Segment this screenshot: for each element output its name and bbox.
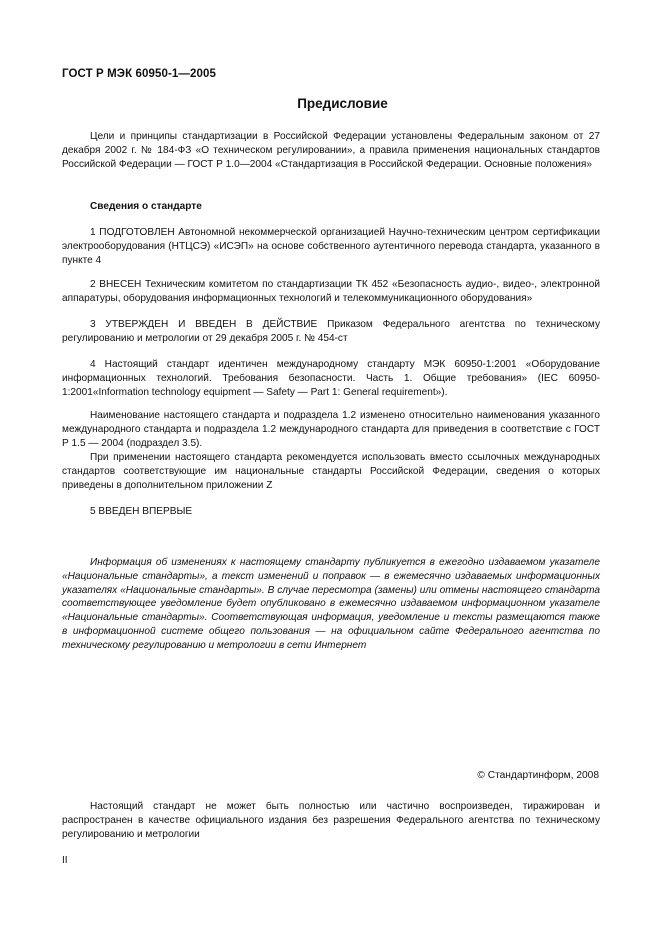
preface-intro: Цели и принципы стандартизации в Российской Федерации установлены Федеральным законом от 27 декабря 2002 г. № 184-ФЗ «О техническом регулировании», а правила применения национальных стандартов Российской Федерации — ГОСТ Р 1.0—2004 «Стандартизация в Российской Федерации. Основные положения» — [62, 131, 600, 171]
section-heading: Сведения о стандарте — [90, 201, 202, 212]
item-1: 1 ПОДГОТОВЛЕН Автономной некоммерческой организацией Научно-техническим центром сертификации электрооборудования (НТЦСЭ) «ИСЭП» на основе собственного аутентичного перевода стандарта, указанного в пункте 4 — [62, 227, 600, 267]
document-header: ГОСТ Р МЭК 60950-1—2005 — [62, 68, 216, 80]
reproduction-notice: Настоящий стандарт не может быть полностью или частично воспроизведен, тиражирован и распространен в качестве официального издания без разрешения Федерального агентства по техническому регулированию и метрологии — [62, 801, 600, 841]
item-4: 4 Настоящий стандарт идентичен международному стандарту МЭК 60950-1:2001 «Оборудование информационных технологий. Требования безопасности. Часть 1. Общие требования» (IEC 60950-1:2001«Information technology equipment — Safety — Part 1: General requirement»). — [62, 359, 600, 399]
item-3: 3 УТВЕРЖДЕН И ВВЕДЕН В ДЕЙСТВИЕ Приказом Федерального агентства по техническому регулированию и метрологии от 29 декабря 2005 г. № 454-ст — [62, 319, 600, 345]
item-4-note-2: При применении настоящего стандарта рекомендуется использовать вместо ссылочных международных стандартов соответствующие им национальные стандарты Российской Федерации, сведения о которых приведены в дополнительном приложении Z — [62, 452, 600, 492]
item-2: 2 ВНЕСЕН Техническим комитетом по стандартизации ТК 452 «Безопасность аудио-, видео-, электронной аппаратуры, оборудования информационных технологий и телекоммуникационного оборудования» — [62, 279, 600, 305]
preface-title: Предисловие — [297, 96, 388, 111]
info-notice: Информация об изменениях к настоящему стандарту публикуется в ежегодно издаваемом указателе «Национальные стандарты», а текст изменений и поправок — в ежемесячно издаваемых информационных указателях «Национальные стандарты». В случае пересмотра (замены) или отмены настоящего стандарта соответствующее уведомление будет опубликовано в ежемесячно издаваемом информационном указателе «Национальные стандарты». Соответствующая информация, уведомление и тексты размещаются также в информационной системе общего пользования — на официальном сайте Федерального агентства по техническому регулированию и метрологии в сети Интернет — [62, 557, 600, 651]
page-number: II — [62, 855, 68, 866]
item-4-note-1: Наименование настоящего стандарта и подраздела 1.2 изменено относительно наименования указанного международного стандарта и подраздела 1.2 международного стандарта для приведения в соответствие с ГОСТ Р 1.5 — 2004 (подраздел 3.5). — [62, 410, 600, 450]
item-5: 5 ВВЕДЕН ВПЕРВЫЕ — [90, 506, 193, 517]
copyright-line: © Стандартинформ, 2008 — [477, 770, 599, 781]
